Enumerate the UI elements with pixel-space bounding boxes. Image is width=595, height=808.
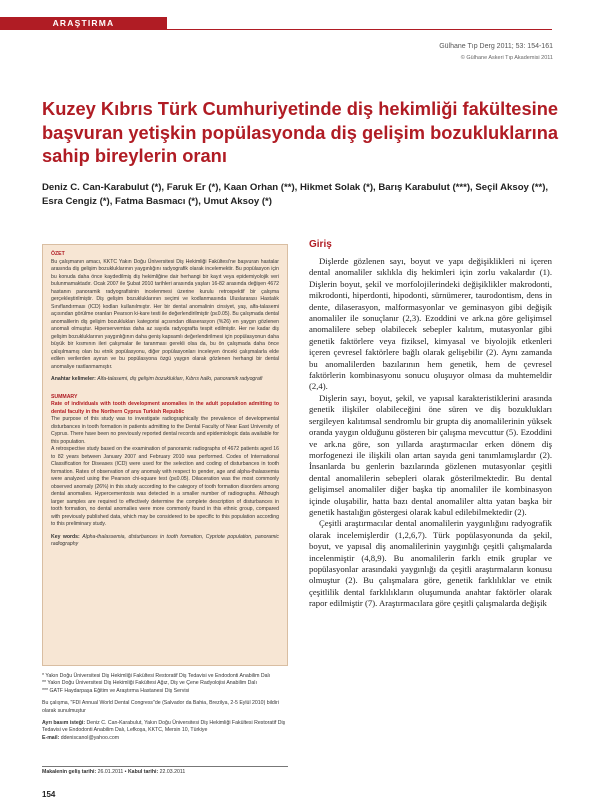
received-label: Makalenin geliş tarihi: bbox=[42, 769, 97, 775]
intro-paragraph-1: Dişlerde gözlenen sayı, boyut ve yapı değişiklikleri ni içeren dental anomaliler sıklıkla diş hekimleri için zorlu vakalardır (1). Dişlerin boyut, şekil ve morfolojilerindeki değişiklikler makrodonti, mikrodonti, hiperdonti, hipodonti, sürnümerer, taurodontism, dens in dente, dilaserasyon, malformasyonlar ve geminasyon gibi değişik anomaliler ile sonuçlanır (2,3). Ezoddini ve ark.na göre gelişimsel anomalilere sebep olabilecek sebepler kalıtım, mutasyonlar gibi genetik faktörlere veya fiziksel, kimyasal ve biyolojik etkenleri içeren çevresel faktörlere bağlı olarak gelişebilir (2). Aynı zamanda bu anomalilerden bazılarının hem genetik, hem de çevresel faktörlerin kombinasyonu sonucu oluşuyor olması da muhtemeldir (2,4). bbox=[309, 256, 552, 392]
intro-column bbox=[309, 239, 552, 610]
abstract-en-title: Rate of individuals with tooth development anomalies in the adult population admitting to dental faculty in the Northern Cyprus Turkish Republic bbox=[51, 401, 279, 415]
abstract-box bbox=[42, 244, 288, 666]
affiliations bbox=[42, 673, 288, 742]
abstract-en-keywords bbox=[51, 534, 279, 549]
accepted-date: 22.03.2011 bbox=[159, 769, 186, 775]
en-keywords-label: Key words: bbox=[51, 533, 80, 540]
abstract-en-heading: SUMMARY bbox=[51, 393, 78, 400]
intro-paragraph-2: Dişlerin sayı, boyut, şekil, ve yapısal karakteristiklerini arasında genetik ilişkiler olabileceğini öne süren ve diş bozuklukları sergileyen kalıtımsal sendromlu bir grupta diş anomalilerinin yüksek oranda yaygın olduğunu gösteren bir çalışma mevcuttur (5). Ezoddini ve ark.na göre, son yıllarda araştırmacılar erken dönem diş morfogenezi ile ilişkili olan artan sayıda geni tanımlamışlardır (2). İnsanlarda bu genlerin bazılarında gözlenen mutasyonlar çeşitli dental anomalilerin sebepleri olarak gösterilmektedir. Bu dental gelişimsel anomaliler diğer başka tip anomaliler ile kombinasyon içinde oluşabilir, hatta bazı dental anomaliler altta yatan başka bir genetik hastalığın göstergesi olarak kabul edilebilmektedir (2). bbox=[309, 392, 552, 517]
abstract-tr-text: Bu çalışmanın amacı, KKTC Yakın Doğu Üniversitesi Diş Hekimliği Fakültesi'ne başvuran hastalar arasında diş gelişim bozukluklarının yaygınlığını radyografik olarak incelemektir. Bu popülasyon için bu konuda daha önce kaydedilmiş diş hekimliğine dair herhangi bir kayıt veya epidemiyolojik veri bulunmamaktadır. Ocak 2007 ile Şubat 2010 tarihleri arasında yaşları 16-82 arasında değişen 4672 hastanın panoramik radyografisinin incelenmesi üzerine kurulu retrospektif bir çalışma gerçekleştirilmiştir. Diş gelişim bozukluklarının seçimi ve kodlanmasında Uluslararası Hastalık Sınıflandırması (ICD) kodları kullanılmıştır. Her bir dental anomalinin cinsiyet, yaş, alfa-talasemi açısından görülme oranları Pearson ki-kare testi ile değerlendirilmiştir (p≤0.05). Bu çalışmada dental anomalilerin diş gelişim bozuklukları kategorisi açısından dilaserasyon (%26) en yaygın gözlenen anomali olmuştur. Hiperservemtas daha az sayıda radyografta tespit edilmiştir. Her ne kadar diş gelişim bozukluklarının yaygınlığının daha geniş kapsamlı değerlendirilmesi için popülasyonun daha büyük bir kısmının ileri çalışmalar ile taranması gerekli olsa da, bu ön çalışmada daha önce çalışılmamış olan bu etnik popülasyonu, diğer popülasyonları inceleyen önceki çalışmalarla elde edilen verilerden ayıran ve bu popülasyona özgü yaygın olarak gözlenen herhangi bir dental anomaliye rastlanmamıştır. bbox=[51, 258, 279, 370]
header-rule bbox=[167, 29, 552, 30]
article-title: Kuzey Kıbrıs Türk Cumhuriyetinde diş hekimliği fakültesine başvuran yetişkin popülasyonda diş gelişim bozukluklarına sahip bireylerin oranı bbox=[42, 98, 559, 166]
section-tag: ARAŞTIRMA bbox=[0, 17, 167, 30]
email-label: E-mail: bbox=[42, 734, 60, 741]
tr-keywords-label: Anahtar kelimeler: bbox=[51, 376, 96, 382]
intro-heading: Giriş bbox=[309, 239, 332, 250]
abstract-tr-keywords bbox=[51, 376, 279, 384]
abstract-en-text-2: A retrospective study based on the examination of panoramic radiographs of 4672 patients aged 16 to 82 years between January 2007 and February 2010 was performed. Codes of International Classification for Diseases (ICD) were used for the selection and coding of disturbances in tooth formation. Rates of observation of any anomaly with respect to gender, age and alpha-thalassemia were analyzed using the Pearson chi-square test (p≤0.05). Dilaceration was the most commonly observed anomaly (26%) in this study according to the category of tooth formation disorders among dental anomalies. Hypercementosis was detected in a smaller number of radiographs. Although larger samples are required to effectively determine the complete description of disturbances in tooth formation, no dental anomalies were more commonly found in this ethnic group, compared with previously published data, which may be considered to be specific to this population according to this preliminary study. bbox=[51, 446, 279, 527]
reprint-label: Ayrı basım isteği: bbox=[42, 720, 86, 727]
journal-reference: Gülhane Tıp Derg 2011; 53: 154-161 bbox=[439, 43, 553, 50]
reprint-address bbox=[42, 720, 288, 735]
reprint-text: Deniz C. Can-Karabulut, Yakın Doğu Üniversitesi Diş Hekimliği Fakültesi Restoratif Diş Tedavisi ve Endodonti Anabilim Dalı, Lefkoşa, KKTC, Mersin 10, Türkiye bbox=[42, 720, 286, 734]
email-line bbox=[42, 735, 288, 742]
received-dates: Makalenin geliş tarihi: 26.01.2011 • Kabul tarihi: 22.03.2011 bbox=[42, 766, 288, 775]
tr-keywords-text: Alfa-talasemi, diş gelişim bozuklukları, Kıbrıs halkı, panoramik radyografi bbox=[97, 376, 263, 382]
en-keywords-text: Alpha-thalassemia, disturbances in tooth formation, Cypriote population, panoramic radiography bbox=[51, 533, 280, 547]
accepted-label: Kabul tarihi: bbox=[127, 769, 159, 775]
received-date: 26.01.2011 bbox=[97, 769, 124, 775]
affiliation-1: * Yakın Doğu Üniversitesi Diş Hekimliği Fakültesi Restoratif Diş Tedavisi ve Endodonti Anabilim Dalı bbox=[42, 673, 271, 679]
email-address[interactable]: ddeniscanol@yahoo.com bbox=[60, 734, 120, 741]
presentation-note: Bu çalışma, "FDI Annual World Dental Congress"de (Salvador da Bahia, Brezilya, 2-5 Eylül 2010) bildiri olarak sunulmuştur bbox=[42, 700, 279, 714]
page-number: 154 bbox=[42, 790, 56, 799]
affiliation-2: ** Yakın Doğu Üniversitesi Diş Hekimliği Fakültesi Ağız, Diş ve Çene Radyolojisi Anabilim Dalı bbox=[42, 680, 257, 687]
journal-copyright: © Gülhane Askeri Tıp Akademisi 2011 bbox=[460, 55, 553, 61]
abstract-en-text-1: The purpose of this study was to investigate radiographically the prevalence of developmental disturbances in tooth formation in patients admitting to the Dental Faculty of Near East University of Cyprus. There have been no previously reported dental records and epidemiologic data available for this population. bbox=[51, 416, 279, 445]
author-list: Deniz C. Can-Karabulut (*), Faruk Er (*), Kaan Orhan (**), Hikmet Solak (*), Barış Karabulut (***), Seçil Aksoy (**), Esra Cengiz (*), Fatma Basmacı (*), Umut Aksoy (*) bbox=[42, 182, 549, 207]
intro-body bbox=[309, 256, 552, 610]
affiliation-3: *** GATF Haydarpaşa Eğitim ve Araştırma Hastanesi Diş Servisi bbox=[42, 687, 190, 694]
abstract-tr-heading: ÖZET bbox=[51, 251, 65, 257]
intro-paragraph-3: Çeşitli araştırmacılar dental anomalilerin yaygınlığını radyografik olarak incelemişlerdir (1,2,6,7). Türk popülasyonunda da şekil, boyut, ve yapısal diş anomalilerinin yaygınlığı çeşitli çalışmalarda incelenmiştir (4,8,9). Bu anomalilerin farklı etnik gruplar ve popülasyonlar arasındaki yaygınlığı da çeşitli araştırmaların konusu olmuştur (2). Bu çalışmalara göre, genetik farklılıklar ve etnik çeşitlilik dental farklılıkların oluşumunda anahtar faktörler olarak rapor edilmiştir (7). Araştırmacılara göre çeşitli çalışmalarda değişik bbox=[309, 518, 552, 609]
